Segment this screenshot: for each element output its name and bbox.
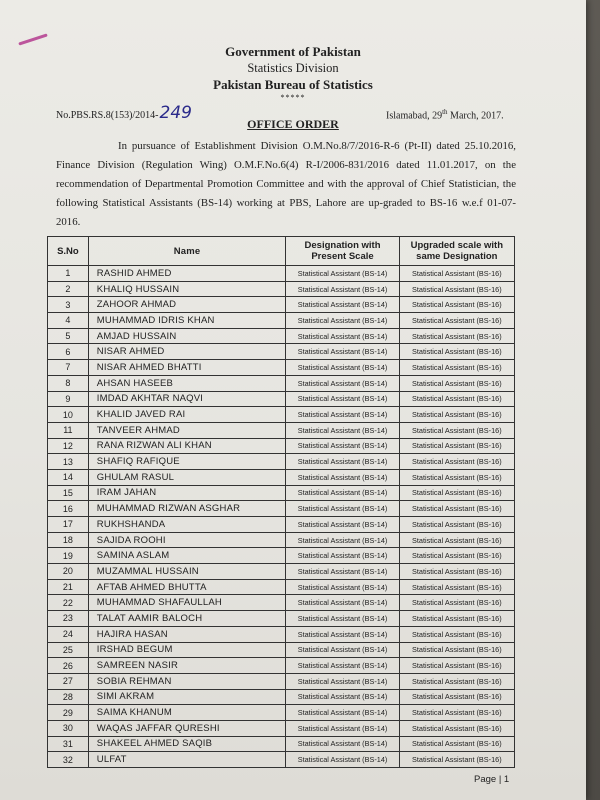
table-row: [48, 328, 515, 344]
row-sno: 5: [48, 328, 89, 344]
table-row: [48, 438, 515, 454]
table-row: [48, 720, 515, 736]
row-present-designation: Statistical Assistant (BS-14): [286, 454, 399, 470]
row-upgraded-designation: Statistical Assistant (BS-16): [399, 454, 514, 470]
document-title: OFFICE ORDER: [247, 117, 339, 131]
header-name: Name: [88, 237, 286, 266]
table-row: [48, 532, 515, 548]
row-present-designation: Statistical Assistant (BS-14): [286, 517, 399, 533]
row-sno: 8: [48, 375, 89, 391]
row-name: NISAR AHMED BHATTI: [88, 360, 286, 376]
table-row: [48, 611, 515, 627]
row-present-designation: Statistical Assistant (BS-14): [286, 266, 399, 282]
table-row: [48, 517, 515, 533]
row-sno: 30: [48, 720, 89, 736]
row-present-designation: Statistical Assistant (BS-14): [286, 375, 399, 391]
table-header-row: [48, 237, 515, 266]
table-row: [48, 360, 515, 376]
table-row: [48, 313, 515, 329]
header-upgraded-scale: Upgraded scale with same Designation: [399, 237, 514, 266]
row-present-designation: Statistical Assistant (BS-14): [286, 658, 399, 674]
row-upgraded-designation: Statistical Assistant (BS-16): [399, 705, 514, 721]
table-row: [48, 501, 515, 517]
row-upgraded-designation: Statistical Assistant (BS-16): [399, 438, 514, 454]
row-sno: 20: [48, 564, 89, 580]
row-name: TALAT AAMIR BALOCH: [88, 611, 286, 627]
row-name: KHALID JAVED RAI: [88, 407, 286, 423]
place-date-pre: Islamabad, 29: [386, 110, 443, 122]
row-upgraded-designation: Statistical Assistant (BS-16): [399, 548, 514, 564]
handwritten-number: 249: [159, 103, 192, 123]
row-present-designation: Statistical Assistant (BS-14): [286, 720, 399, 736]
row-present-designation: Statistical Assistant (BS-14): [286, 705, 399, 721]
table-row: [48, 626, 515, 642]
row-upgraded-designation: Statistical Assistant (BS-16): [399, 736, 514, 752]
row-present-designation: Statistical Assistant (BS-14): [286, 501, 399, 517]
row-name: MUHAMMAD SHAFAULLAH: [88, 595, 286, 611]
row-sno: 3: [48, 297, 89, 313]
page-number: Page | 1: [474, 774, 510, 785]
row-sno: 1: [48, 266, 89, 282]
row-sno: 4: [48, 313, 89, 329]
row-sno: 14: [48, 469, 89, 485]
row-present-designation: Statistical Assistant (BS-14): [286, 642, 399, 658]
row-name: SAMINA ASLAM: [88, 548, 286, 564]
row-sno: 26: [48, 658, 89, 674]
row-name: RANA RIZWAN ALI KHAN: [88, 438, 286, 454]
row-upgraded-designation: Statistical Assistant (BS-16): [399, 658, 514, 674]
header-sno: S.No: [48, 237, 89, 266]
row-upgraded-designation: Statistical Assistant (BS-16): [399, 689, 514, 705]
table-row: [48, 297, 515, 313]
row-upgraded-designation: Statistical Assistant (BS-16): [399, 328, 514, 344]
place-date-post: March, 2017.: [447, 110, 504, 122]
row-upgraded-designation: Statistical Assistant (BS-16): [399, 344, 514, 360]
row-upgraded-designation: Statistical Assistant (BS-16): [399, 281, 514, 297]
row-upgraded-designation: Statistical Assistant (BS-16): [399, 532, 514, 548]
row-present-designation: Statistical Assistant (BS-14): [286, 360, 399, 376]
row-name: SOBIA REHMAN: [88, 673, 286, 689]
row-upgraded-designation: Statistical Assistant (BS-16): [399, 375, 514, 391]
table-row: [48, 548, 515, 564]
row-name: IRAM JAHAN: [88, 485, 286, 501]
header-division: Statistics Division: [247, 61, 339, 75]
row-name: MUHAMMAD RIZWAN ASGHAR: [88, 501, 286, 517]
table-row: [48, 485, 515, 501]
row-name: SIMI AKRAM: [88, 689, 286, 705]
officers-table: [47, 236, 515, 768]
row-name: MUZAMMAL HUSSAIN: [88, 564, 286, 580]
row-present-designation: Statistical Assistant (BS-14): [286, 564, 399, 580]
row-present-designation: Statistical Assistant (BS-14): [286, 548, 399, 564]
table-row: [48, 407, 515, 423]
date-suffix: th: [442, 108, 448, 116]
row-name: TANVEER AHMAD: [88, 422, 286, 438]
row-name: IRSHAD BEGUM: [88, 642, 286, 658]
row-name: SHAFIQ RAFIQUE: [88, 454, 286, 470]
row-present-designation: Statistical Assistant (BS-14): [286, 281, 399, 297]
table-row: [48, 595, 515, 611]
row-upgraded-designation: Statistical Assistant (BS-16): [399, 313, 514, 329]
row-upgraded-designation: Statistical Assistant (BS-16): [399, 391, 514, 407]
table-row: [48, 266, 515, 282]
header-present-scale: Designation with Present Scale: [286, 237, 399, 266]
row-sno: 31: [48, 736, 89, 752]
row-present-designation: Statistical Assistant (BS-14): [286, 297, 399, 313]
row-sno: 27: [48, 673, 89, 689]
table-row: [48, 564, 515, 580]
row-sno: 22: [48, 595, 89, 611]
row-name: RASHID AHMED: [88, 266, 286, 282]
row-sno: 17: [48, 517, 89, 533]
row-present-designation: Statistical Assistant (BS-14): [286, 313, 399, 329]
row-name: MUHAMMAD IDRIS KHAN: [88, 313, 286, 329]
table-row: [48, 454, 515, 470]
row-present-designation: Statistical Assistant (BS-14): [286, 595, 399, 611]
row-name: ULFAT: [88, 752, 286, 768]
row-upgraded-designation: Statistical Assistant (BS-16): [399, 266, 514, 282]
table-row: [48, 281, 515, 297]
row-name: AHSAN HASEEB: [88, 375, 286, 391]
table-row: [48, 375, 515, 391]
row-upgraded-designation: Statistical Assistant (BS-16): [399, 422, 514, 438]
table-row: [48, 705, 515, 721]
row-present-designation: Statistical Assistant (BS-14): [286, 689, 399, 705]
row-name: SHAKEEL AHMED SAQIB: [88, 736, 286, 752]
row-sno: 28: [48, 689, 89, 705]
row-present-designation: Statistical Assistant (BS-14): [286, 673, 399, 689]
row-sno: 2: [48, 281, 89, 297]
row-upgraded-designation: Statistical Assistant (BS-16): [399, 501, 514, 517]
row-upgraded-designation: Statistical Assistant (BS-16): [399, 469, 514, 485]
row-name: SAJIDA ROOHI: [88, 532, 286, 548]
row-sno: 18: [48, 532, 89, 548]
row-present-designation: Statistical Assistant (BS-14): [286, 328, 399, 344]
row-present-designation: Statistical Assistant (BS-14): [286, 611, 399, 627]
row-upgraded-designation: Statistical Assistant (BS-16): [399, 626, 514, 642]
row-upgraded-designation: Statistical Assistant (BS-16): [399, 579, 514, 595]
row-sno: 24: [48, 626, 89, 642]
header-bureau: Pakistan Bureau of Statistics: [213, 77, 373, 92]
row-present-designation: Statistical Assistant (BS-14): [286, 469, 399, 485]
table-row: [48, 658, 515, 674]
row-upgraded-designation: Statistical Assistant (BS-16): [399, 564, 514, 580]
header-stars: *****: [280, 93, 306, 102]
row-sno: 32: [48, 752, 89, 768]
row-present-designation: Statistical Assistant (BS-14): [286, 485, 399, 501]
row-name: AFTAB AHMED BHUTTA: [88, 579, 286, 595]
body-paragraph: In pursuance of Establishment Division O.M.No.8/7/2016-R-6 (Pt-II) dated 25.10.2016, Finance Division (Regulation Wing) O.M.F.No.6(4) R-I/2006-831/2016 dated 11.01.2017, on the recommendation of Departmental Promotion Committee and with the approval of Chief Statistician, the following Statistical Assistants (BS-14) working at PBS, Lahore are up-graded to BS-16 w.e.f 01-07-2016.: [56, 140, 516, 228]
table-row: [48, 579, 515, 595]
row-name: SAMREEN NASIR: [88, 658, 286, 674]
table-row: [48, 752, 515, 768]
row-sno: 7: [48, 360, 89, 376]
row-name: ZAHOOR AHMAD: [88, 297, 286, 313]
row-present-designation: Statistical Assistant (BS-14): [286, 438, 399, 454]
row-present-designation: Statistical Assistant (BS-14): [286, 422, 399, 438]
row-present-designation: Statistical Assistant (BS-14): [286, 532, 399, 548]
row-name: GHULAM RASUL: [88, 469, 286, 485]
table-row: [48, 391, 515, 407]
row-upgraded-designation: Statistical Assistant (BS-16): [399, 720, 514, 736]
row-sno: 6: [48, 344, 89, 360]
row-present-designation: Statistical Assistant (BS-14): [286, 407, 399, 423]
row-sno: 11: [48, 422, 89, 438]
row-sno: 15: [48, 485, 89, 501]
row-sno: 19: [48, 548, 89, 564]
row-sno: 10: [48, 407, 89, 423]
row-sno: 12: [48, 438, 89, 454]
row-sno: 21: [48, 579, 89, 595]
table-row: [48, 736, 515, 752]
row-name: RUKHSHANDA: [88, 517, 286, 533]
row-name: AMJAD HUSSAIN: [88, 328, 286, 344]
row-present-designation: Statistical Assistant (BS-14): [286, 752, 399, 768]
table-row: [48, 344, 515, 360]
row-upgraded-designation: Statistical Assistant (BS-16): [399, 360, 514, 376]
reference-prefix: No.PBS.RS.8(153)/2014-: [56, 110, 159, 121]
row-upgraded-designation: Statistical Assistant (BS-16): [399, 611, 514, 627]
row-present-designation: Statistical Assistant (BS-14): [286, 626, 399, 642]
row-present-designation: Statistical Assistant (BS-14): [286, 579, 399, 595]
row-sno: 16: [48, 501, 89, 517]
row-sno: 25: [48, 642, 89, 658]
row-sno: 13: [48, 454, 89, 470]
row-upgraded-designation: Statistical Assistant (BS-16): [399, 673, 514, 689]
table-row: [48, 642, 515, 658]
row-upgraded-designation: Statistical Assistant (BS-16): [399, 595, 514, 611]
row-name: SAIMA KHANUM: [88, 705, 286, 721]
row-name: KHALIQ HUSSAIN: [88, 281, 286, 297]
row-present-designation: Statistical Assistant (BS-14): [286, 344, 399, 360]
row-upgraded-designation: Statistical Assistant (BS-16): [399, 752, 514, 768]
table-row: [48, 673, 515, 689]
row-name: HAJIRA HASAN: [88, 626, 286, 642]
table-row: [48, 422, 515, 438]
row-name: NISAR AHMED: [88, 344, 286, 360]
row-present-designation: Statistical Assistant (BS-14): [286, 736, 399, 752]
row-upgraded-designation: Statistical Assistant (BS-16): [399, 297, 514, 313]
row-name: WAQAS JAFFAR QURESHI: [88, 720, 286, 736]
row-present-designation: Statistical Assistant (BS-14): [286, 391, 399, 407]
row-sno: 9: [48, 391, 89, 407]
table-row: [48, 689, 515, 705]
table-row: [48, 469, 515, 485]
row-upgraded-designation: Statistical Assistant (BS-16): [399, 407, 514, 423]
header-government: Government of Pakistan: [225, 44, 361, 59]
row-upgraded-designation: Statistical Assistant (BS-16): [399, 642, 514, 658]
row-sno: 29: [48, 705, 89, 721]
row-sno: 23: [48, 611, 89, 627]
row-upgraded-designation: Statistical Assistant (BS-16): [399, 517, 514, 533]
row-name: IMDAD AKHTAR NAQVI: [88, 391, 286, 407]
row-upgraded-designation: Statistical Assistant (BS-16): [399, 485, 514, 501]
